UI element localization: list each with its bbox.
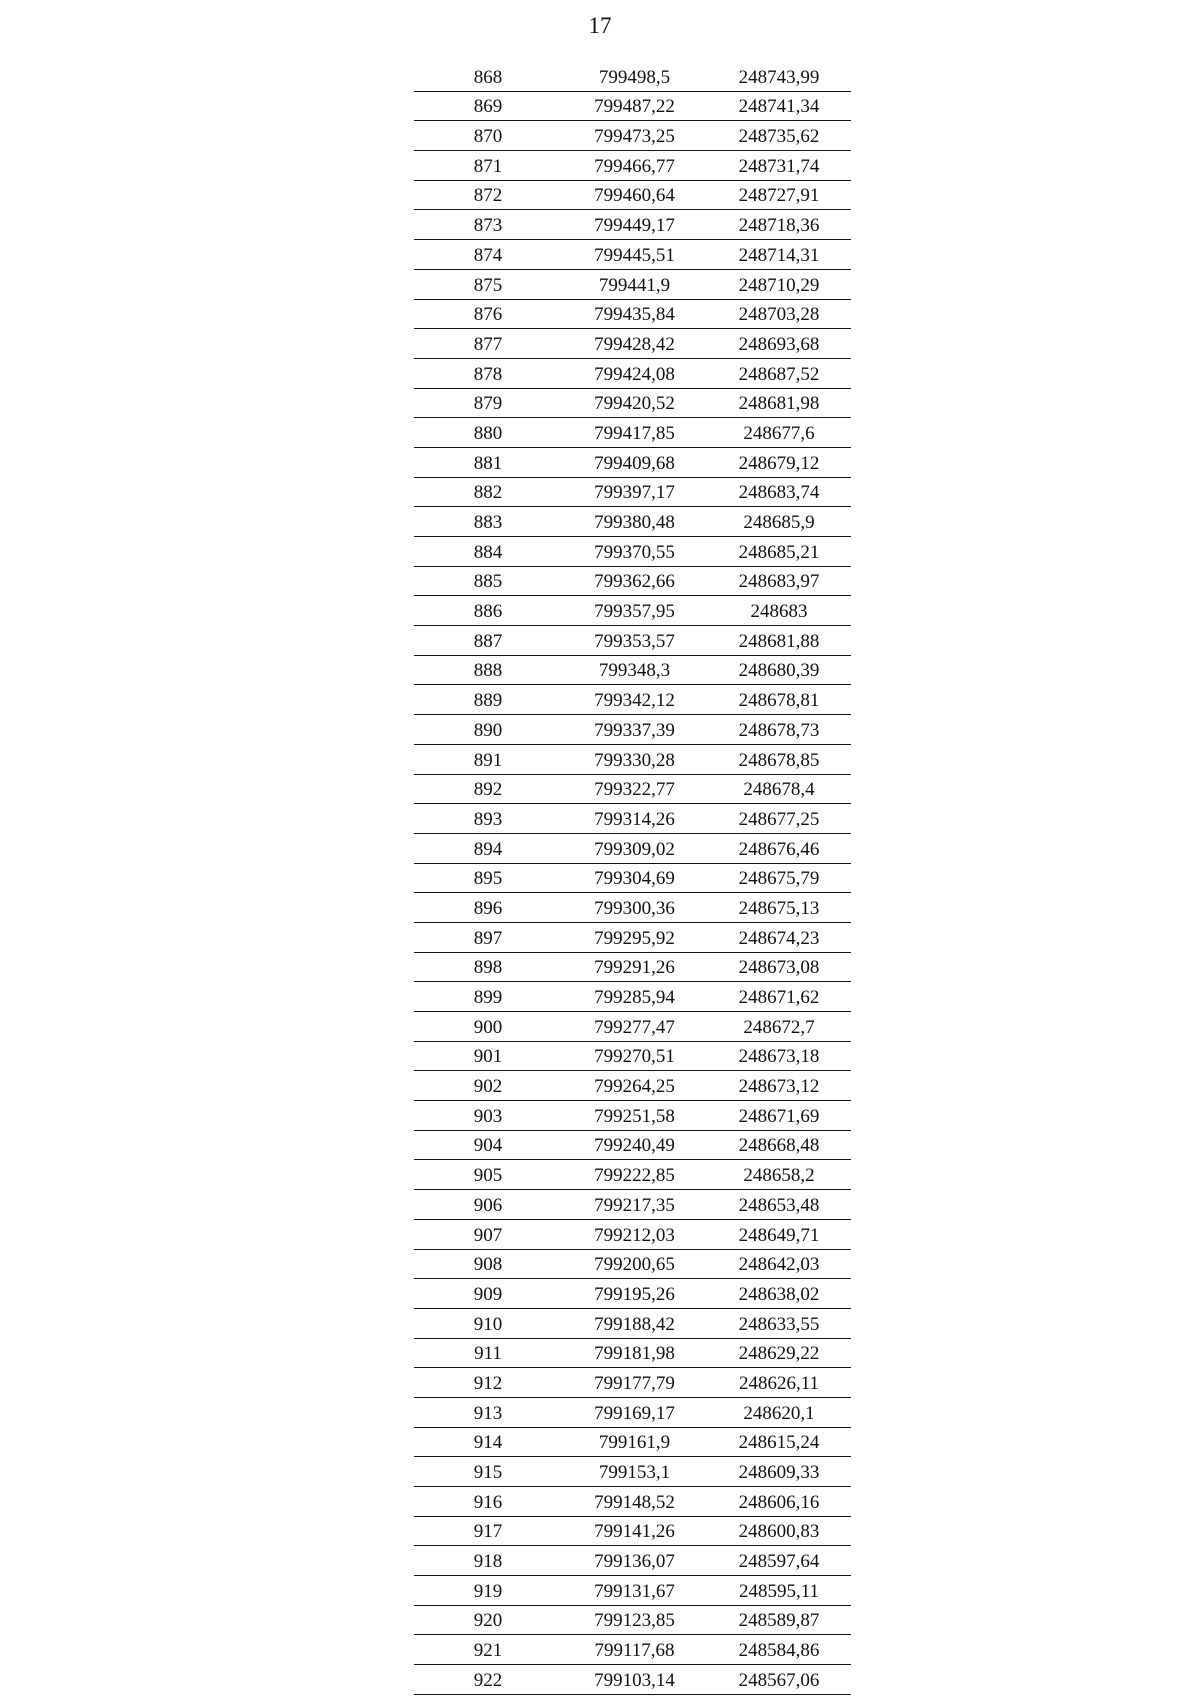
y-coordinate-cell: 248743,99 (707, 62, 851, 91)
table-row (414, 685, 851, 715)
x-coordinate-cell: 799330,28 (562, 744, 707, 774)
point-number-cell: 885 (414, 566, 562, 596)
table-row (414, 477, 851, 507)
point-number-cell: 919 (414, 1576, 562, 1606)
point-number-cell: 905 (414, 1160, 562, 1190)
table-row (414, 952, 851, 982)
table-row (414, 1219, 851, 1249)
y-coordinate-cell: 248693,68 (707, 329, 851, 359)
point-number-cell: 914 (414, 1427, 562, 1457)
y-coordinate-cell: 248735,62 (707, 121, 851, 151)
x-coordinate-cell: 799177,79 (562, 1368, 707, 1398)
x-coordinate-cell: 799441,9 (562, 269, 707, 299)
x-coordinate-cell: 799362,66 (562, 566, 707, 596)
point-number-cell: 904 (414, 1130, 562, 1160)
point-number-cell: 898 (414, 952, 562, 982)
table-row (414, 1012, 851, 1042)
table-row (414, 210, 851, 240)
point-number-cell: 912 (414, 1368, 562, 1398)
table-row (414, 833, 851, 863)
y-coordinate-cell: 248638,02 (707, 1279, 851, 1309)
x-coordinate-cell: 799309,02 (562, 833, 707, 863)
x-coordinate-cell: 799153,1 (562, 1457, 707, 1487)
table-row (414, 1546, 851, 1576)
x-coordinate-cell: 799420,52 (562, 388, 707, 418)
y-coordinate-cell: 248589,87 (707, 1605, 851, 1635)
y-coordinate-cell: 248683,74 (707, 477, 851, 507)
table-row (414, 922, 851, 952)
page-number: 17 (588, 13, 612, 38)
point-number-cell: 880 (414, 418, 562, 448)
x-coordinate-cell: 799300,36 (562, 893, 707, 923)
y-coordinate-cell: 248710,29 (707, 269, 851, 299)
point-number-cell: 881 (414, 447, 562, 477)
table-row (414, 982, 851, 1012)
table-row (414, 715, 851, 745)
point-number-cell: 882 (414, 477, 562, 507)
table-row (414, 1635, 851, 1665)
table-row (414, 121, 851, 151)
x-coordinate-cell: 799460,64 (562, 180, 707, 210)
y-coordinate-cell: 248685,9 (707, 507, 851, 537)
point-number-cell: 888 (414, 655, 562, 685)
point-number-cell: 907 (414, 1219, 562, 1249)
y-coordinate-cell: 248680,39 (707, 655, 851, 685)
y-coordinate-cell: 248668,48 (707, 1130, 851, 1160)
y-coordinate-cell: 248679,12 (707, 447, 851, 477)
table-row (414, 1665, 851, 1695)
x-coordinate-cell: 799123,85 (562, 1605, 707, 1635)
x-coordinate-cell: 799222,85 (562, 1160, 707, 1190)
y-coordinate-cell: 248642,03 (707, 1249, 851, 1279)
x-coordinate-cell: 799498,5 (562, 62, 707, 91)
y-coordinate-cell: 248675,79 (707, 863, 851, 893)
point-number-cell: 874 (414, 240, 562, 270)
point-number-cell: 910 (414, 1308, 562, 1338)
x-coordinate-cell: 799314,26 (562, 804, 707, 834)
y-coordinate-cell: 248683,97 (707, 566, 851, 596)
point-number-cell: 873 (414, 210, 562, 240)
table-row (414, 804, 851, 834)
y-coordinate-cell: 248683 (707, 596, 851, 626)
point-number-cell: 906 (414, 1190, 562, 1220)
x-coordinate-cell: 799117,68 (562, 1635, 707, 1665)
x-coordinate-cell: 799304,69 (562, 863, 707, 893)
y-coordinate-cell: 248678,73 (707, 715, 851, 745)
y-coordinate-cell: 248649,71 (707, 1219, 851, 1249)
x-coordinate-cell: 799473,25 (562, 121, 707, 151)
x-coordinate-cell: 799357,95 (562, 596, 707, 626)
table-row (414, 1160, 851, 1190)
x-coordinate-cell: 799277,47 (562, 1012, 707, 1042)
table-row (414, 1368, 851, 1398)
point-number-cell: 871 (414, 151, 562, 181)
table-row (414, 388, 851, 418)
x-coordinate-cell: 799370,55 (562, 537, 707, 567)
table-row (414, 1338, 851, 1368)
y-coordinate-cell: 248672,7 (707, 1012, 851, 1042)
table-row (414, 1457, 851, 1487)
point-number-cell: 909 (414, 1279, 562, 1309)
point-number-cell: 908 (414, 1249, 562, 1279)
point-number-cell: 894 (414, 833, 562, 863)
y-coordinate-cell: 248567,06 (707, 1665, 851, 1695)
point-number-cell: 890 (414, 715, 562, 745)
x-coordinate-cell: 799148,52 (562, 1487, 707, 1517)
y-coordinate-cell: 248584,86 (707, 1635, 851, 1665)
x-coordinate-cell: 799285,94 (562, 982, 707, 1012)
table-row (414, 566, 851, 596)
x-coordinate-cell: 799487,22 (562, 91, 707, 121)
y-coordinate-cell: 248620,1 (707, 1397, 851, 1427)
x-coordinate-cell: 799103,14 (562, 1665, 707, 1695)
y-coordinate-cell: 248675,13 (707, 893, 851, 923)
y-coordinate-cell: 248731,74 (707, 151, 851, 181)
table-row (414, 1487, 851, 1517)
point-number-cell: 900 (414, 1012, 562, 1042)
table-row (414, 358, 851, 388)
y-coordinate-cell: 248678,81 (707, 685, 851, 715)
point-number-cell: 875 (414, 269, 562, 299)
y-coordinate-cell: 248673,12 (707, 1071, 851, 1101)
x-coordinate-cell: 799322,77 (562, 774, 707, 804)
table-row (414, 863, 851, 893)
x-coordinate-cell: 799424,08 (562, 358, 707, 388)
point-number-cell: 903 (414, 1101, 562, 1131)
point-number-cell: 884 (414, 537, 562, 567)
table-row (414, 1427, 851, 1457)
point-number-cell: 870 (414, 121, 562, 151)
y-coordinate-cell: 248626,11 (707, 1368, 851, 1398)
point-number-cell: 915 (414, 1457, 562, 1487)
x-coordinate-cell: 799131,67 (562, 1576, 707, 1606)
y-coordinate-cell: 248718,36 (707, 210, 851, 240)
point-number-cell: 911 (414, 1338, 562, 1368)
coordinates-table (414, 62, 851, 1695)
x-coordinate-cell: 799195,26 (562, 1279, 707, 1309)
table-row (414, 151, 851, 181)
x-coordinate-cell: 799337,39 (562, 715, 707, 745)
y-coordinate-cell: 248714,31 (707, 240, 851, 270)
point-number-cell: 921 (414, 1635, 562, 1665)
x-coordinate-cell: 799397,17 (562, 477, 707, 507)
y-coordinate-cell: 248673,08 (707, 952, 851, 982)
x-coordinate-cell: 799445,51 (562, 240, 707, 270)
point-number-cell: 896 (414, 893, 562, 923)
y-coordinate-cell: 248685,21 (707, 537, 851, 567)
x-coordinate-cell: 799217,35 (562, 1190, 707, 1220)
table-row (414, 1308, 851, 1338)
x-coordinate-cell: 799348,3 (562, 655, 707, 685)
x-coordinate-cell: 799188,42 (562, 1308, 707, 1338)
point-number-cell: 916 (414, 1487, 562, 1517)
x-coordinate-cell: 799342,12 (562, 685, 707, 715)
table-row (414, 180, 851, 210)
x-coordinate-cell: 799200,65 (562, 1249, 707, 1279)
point-number-cell: 868 (414, 62, 562, 91)
coordinates-table-body (414, 62, 851, 1694)
table-row (414, 418, 851, 448)
x-coordinate-cell: 799353,57 (562, 626, 707, 656)
table-row (414, 1190, 851, 1220)
table-row (414, 91, 851, 121)
table-row (414, 1101, 851, 1131)
point-number-cell: 879 (414, 388, 562, 418)
y-coordinate-cell: 248727,91 (707, 180, 851, 210)
y-coordinate-cell: 248671,69 (707, 1101, 851, 1131)
y-coordinate-cell: 248658,2 (707, 1160, 851, 1190)
y-coordinate-cell: 248681,88 (707, 626, 851, 656)
y-coordinate-cell: 248677,25 (707, 804, 851, 834)
table-row (414, 537, 851, 567)
table-row (414, 1249, 851, 1279)
point-number-cell: 922 (414, 1665, 562, 1695)
x-coordinate-cell: 799251,58 (562, 1101, 707, 1131)
y-coordinate-cell: 248600,83 (707, 1516, 851, 1546)
y-coordinate-cell: 248681,98 (707, 388, 851, 418)
table-row (414, 1130, 851, 1160)
table-row (414, 447, 851, 477)
table-row (414, 507, 851, 537)
point-number-cell: 913 (414, 1397, 562, 1427)
x-coordinate-cell: 799295,92 (562, 922, 707, 952)
point-number-cell: 869 (414, 91, 562, 121)
point-number-cell: 895 (414, 863, 562, 893)
table-row (414, 774, 851, 804)
point-number-cell: 872 (414, 180, 562, 210)
y-coordinate-cell: 248629,22 (707, 1338, 851, 1368)
point-number-cell: 918 (414, 1546, 562, 1576)
y-coordinate-cell: 248677,6 (707, 418, 851, 448)
table-row (414, 299, 851, 329)
point-number-cell: 901 (414, 1041, 562, 1071)
table-row (414, 1516, 851, 1546)
point-number-cell: 920 (414, 1605, 562, 1635)
x-coordinate-cell: 799449,17 (562, 210, 707, 240)
y-coordinate-cell: 248678,85 (707, 744, 851, 774)
table-row (414, 62, 851, 91)
table-row (414, 1397, 851, 1427)
point-number-cell: 917 (414, 1516, 562, 1546)
point-number-cell: 899 (414, 982, 562, 1012)
point-number-cell: 878 (414, 358, 562, 388)
y-coordinate-cell: 248676,46 (707, 833, 851, 863)
x-coordinate-cell: 799264,25 (562, 1071, 707, 1101)
x-coordinate-cell: 799291,26 (562, 952, 707, 982)
point-number-cell: 891 (414, 744, 562, 774)
y-coordinate-cell: 248674,23 (707, 922, 851, 952)
y-coordinate-cell: 248597,64 (707, 1546, 851, 1576)
y-coordinate-cell: 248741,34 (707, 91, 851, 121)
table-row (414, 329, 851, 359)
y-coordinate-cell: 248653,48 (707, 1190, 851, 1220)
x-coordinate-cell: 799409,68 (562, 447, 707, 477)
table-row (414, 1605, 851, 1635)
table-row (414, 596, 851, 626)
x-coordinate-cell: 799181,98 (562, 1338, 707, 1368)
point-number-cell: 877 (414, 329, 562, 359)
x-coordinate-cell: 799428,42 (562, 329, 707, 359)
table-row (414, 655, 851, 685)
point-number-cell: 902 (414, 1071, 562, 1101)
point-number-cell: 883 (414, 507, 562, 537)
table-row (414, 1576, 851, 1606)
table-row (414, 269, 851, 299)
table-row (414, 1071, 851, 1101)
y-coordinate-cell: 248615,24 (707, 1427, 851, 1457)
y-coordinate-cell: 248678,4 (707, 774, 851, 804)
point-number-cell: 887 (414, 626, 562, 656)
table-row (414, 626, 851, 656)
table-row (414, 240, 851, 270)
y-coordinate-cell: 248606,16 (707, 1487, 851, 1517)
x-coordinate-cell: 799212,03 (562, 1219, 707, 1249)
table-row (414, 893, 851, 923)
point-number-cell: 886 (414, 596, 562, 626)
x-coordinate-cell: 799466,77 (562, 151, 707, 181)
table-row (414, 1041, 851, 1071)
table-row (414, 1279, 851, 1309)
x-coordinate-cell: 799435,84 (562, 299, 707, 329)
x-coordinate-cell: 799169,17 (562, 1397, 707, 1427)
point-number-cell: 876 (414, 299, 562, 329)
y-coordinate-cell: 248595,11 (707, 1576, 851, 1606)
y-coordinate-cell: 248673,18 (707, 1041, 851, 1071)
y-coordinate-cell: 248687,52 (707, 358, 851, 388)
x-coordinate-cell: 799240,49 (562, 1130, 707, 1160)
y-coordinate-cell: 248671,62 (707, 982, 851, 1012)
y-coordinate-cell: 248609,33 (707, 1457, 851, 1487)
point-number-cell: 893 (414, 804, 562, 834)
x-coordinate-cell: 799417,85 (562, 418, 707, 448)
point-number-cell: 892 (414, 774, 562, 804)
x-coordinate-cell: 799270,51 (562, 1041, 707, 1071)
point-number-cell: 889 (414, 685, 562, 715)
x-coordinate-cell: 799161,9 (562, 1427, 707, 1457)
y-coordinate-cell: 248703,28 (707, 299, 851, 329)
point-number-cell: 897 (414, 922, 562, 952)
y-coordinate-cell: 248633,55 (707, 1308, 851, 1338)
x-coordinate-cell: 799136,07 (562, 1546, 707, 1576)
x-coordinate-cell: 799380,48 (562, 507, 707, 537)
table-row (414, 744, 851, 774)
x-coordinate-cell: 799141,26 (562, 1516, 707, 1546)
